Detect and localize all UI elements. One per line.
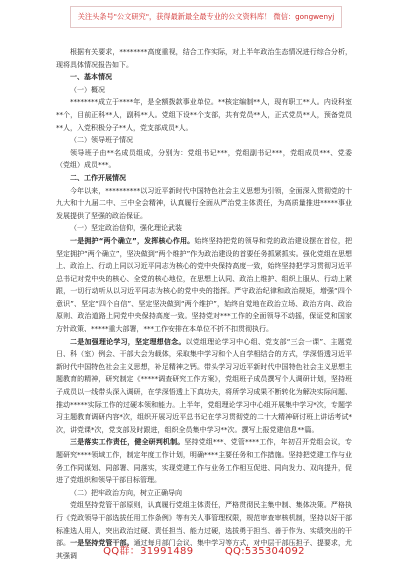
section-heading	[56, 222, 352, 235]
paragraph-text: 今年以来，**********以习近平新时代中国特色社会主义思想为引领，全面深入贯彻党的十九大和十九届二中、三中全会精神，认真履行全面从严治党主体责任，为高质量推进*****事业发展提供了坚强的政治保证。	[56, 186, 352, 220]
paragraph-text: 领导班子由**名成员组成，分别为：党组书记***，党组副书记***，党组成员***、党委（党组）成员***。	[56, 148, 352, 170]
section-heading	[56, 172, 352, 185]
paragraph-text: 党组坚持党管干部原则，认真履行党组主体责任，严格贯彻民主集中制、集体决策。严格执行《党政领导干部选拔任用工作条例》等有关人事管理权限，规范审查审核机制，坚持以好干部标准选人用人，突出政治过硬、责任担当、能力过硬，选拔勇于担当、善于作为、实绩突出的干部。	[56, 501, 352, 548]
qq-group: QQ群：31991489	[103, 546, 194, 557]
paragraph-text: 坚持党组***、党管****工作，年初召开党组会议，专题研究****领域工作，制定年度工作计划，明确****主要任务和工作措施。坚持把党建工作与业务工作同谋划、同部署、同落实，实现党建工作与业务工作相互促进、同向发力、双向提升，促进了党组织和领导干部目标管理。	[56, 438, 353, 485]
promo-banner: 关注头条号"公文研究"，获得最新最全最专业的公文资料库！ 微信：gongwenyj	[70, 6, 342, 28]
paragraph-text: 二、工作开展情况	[70, 173, 126, 182]
paragraph	[56, 147, 352, 172]
paragraph	[56, 46, 352, 71]
paragraph-text: （二）把牢政治方向，树立正确导向	[70, 488, 182, 497]
paragraph-text: 以党组理论学习中心组、党支部“三会一课”、主题党日、科（室）例会、干部大会为载体，采取集中学习和个人自学相结合的方式，学深悟透习近平新时代中国特色社会主义思想，补足精神之钙。带头学习习近平新时代中国特色社会主义思想主题教育的精神，研究制定《*****调查研究工作方案》，党组班子成员撰写个人调研计划，坚持班子成员以一线带头深入调研，在学深悟透上下真功夫，将所学习成果不断转化为解决实际问题、推动*****实际工作的过硬本领和能力。上半年，党组理论学习中心组开展集中学习*次，专题学习主题教育调研内容*次，组织开展习近平总书记在学习贯彻党的二十大精神研讨班上讲话考试*次，讲党课*次，党支部及时跟进，组织全员集中学习**次。撰写上报党建信息**篇。	[56, 337, 352, 434]
paragraph	[56, 185, 352, 223]
paragraph-lead: 一是坚持党管干部。	[70, 539, 134, 548]
section-heading	[56, 134, 352, 147]
paragraph-text: （一）概况	[70, 85, 105, 94]
document-body	[56, 46, 352, 562]
paragraph	[56, 436, 352, 486]
section-heading	[56, 487, 352, 500]
paragraph-text: （一）坚定政治信仰，强化理论武装	[70, 224, 182, 233]
paragraph-text: 始终坚持把党的领导和党的政治建设摆在首位，把坚定拥护“两个确立”，坚决做到“两个维护”作为政治建设的首要任务抓紧抓实。强化党组在思想上、政治上、行动上同以习近平同志为核心的党中央保持高度一致，始终坚持把学习贯彻习近平总书记对党中央的核心、全党的核心地位，在思想上认同、政治上维护、组织上服从、行动上紧跟，一切行动听从以习近平同志为核心的党中央的指挥。严守政治纪律和政治规矩，增强“四个意识”、坚定“四个自信”、坚定坚决做到“两个维护”，始终自觉地在政治立场、政治方向、政治原则、政治道路上同党中央保持高度一致。坚持党对***工作的全面领导不动摇，保证党和国家方针政策、*****重大部署，***工作安排在本单位不折不扣贯彻执行。	[56, 236, 353, 334]
paragraph-lead: 三是落实工作责任，健全研判机制。	[70, 438, 185, 447]
paragraph-lead: 一是拥护“两个确立”，发挥核心作用。	[70, 236, 195, 245]
paragraph-lead: 二是加强理论学习，坚定理想信念。	[70, 337, 186, 346]
contact-footer	[0, 542, 408, 557]
paragraph-text: 根据有关要求，********高度重视，结合工作实际，对上半年政治生态情况进行综合分析，现将具体情况报告如下。	[56, 48, 352, 69]
paragraph-text: （二）领导班子情况	[70, 136, 133, 145]
paragraph-text: 一、基本情况	[70, 73, 112, 82]
qq-number: QQ:535304092	[224, 546, 305, 557]
paragraph-text: 通过每月部门会议、集中学习等方式，对中层干部压担子、提要求，尤其强调	[56, 539, 353, 560]
paragraph	[56, 96, 352, 134]
section-heading	[56, 84, 352, 97]
paragraph-text: ********成立于****年，是全额拨款事业单位。**核定编制**人，现有职工**人。内设科室**个，目前正科**人，副科**人。党组下设**个支部，共有党员**人，正式党员**人，预备党员**人，入党积极分子**人，党支部成员*人。	[56, 98, 352, 132]
section-heading	[56, 71, 352, 84]
paragraph	[56, 235, 352, 336]
paragraph	[56, 336, 352, 437]
